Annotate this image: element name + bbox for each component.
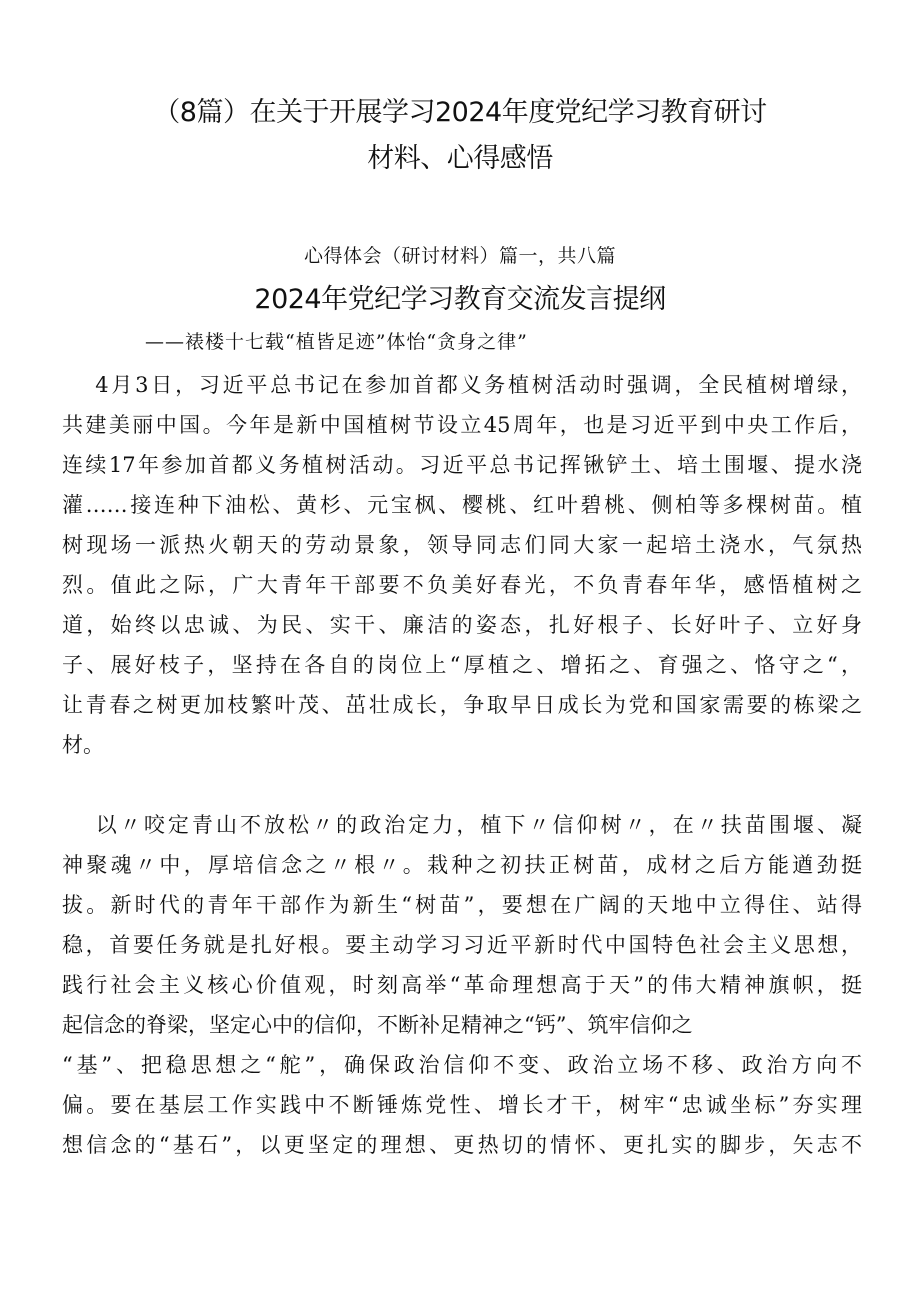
paragraph-line: 连续17年参加首都义务植树活动。习近平总书记挥锹铲土、培土围堰、提水浇 xyxy=(62,453,862,477)
paragraph-line: “基”、把稳思想之“舵”，确保政治信仰不变、政治立场不移、政治方向不 xyxy=(62,1053,862,1077)
paragraph-line: 子、展好枝子，坚持在各自的岗位上“厚植之、增拓之、育强之、恪守之“， xyxy=(62,653,862,677)
article-title: 2024年党纪学习教育交流发言提纲 xyxy=(254,284,666,315)
paragraph-line: 起信念的脊梁，坚定心中的信仰，不断补足精神之“钙”、筑牢信仰之 xyxy=(62,1013,693,1037)
paragraph-line: 践行社会主义核心价值观，时刻高举“革命理想高于天”的伟大精神旗帜，挺 xyxy=(62,973,862,997)
document-title-line-2: 材料、心得感悟 xyxy=(367,143,553,174)
document-title xyxy=(60,90,860,182)
paragraph-line: 灌……接连种下油松、黄杉、元宝枫、樱桃、红叶碧桃、侧柏等多棵树苗。植 xyxy=(62,493,862,517)
section-label: 心得体会（研讨材料）篇一，共八篇 xyxy=(303,245,616,267)
paragraph-2 xyxy=(62,805,862,1165)
paragraph-line: 共建美丽中国。今年是新中国植树节设立45周年，也是习近平到中央工作后， xyxy=(62,413,862,437)
paragraph-line: 偏。要在基层工作实践中不断锤炼党性、增长才干，树牢“忠诚坐标”夯实理 xyxy=(62,1093,862,1117)
paragraph-line: 想信念的“基石”，以更坚定的理想、更热切的情怀、更扎实的脚步，矢志不 xyxy=(62,1133,862,1157)
paragraph-1 xyxy=(62,365,862,765)
document-title-line-1: （8篇）在关于开展学习2024年度党纪学习教育研讨 xyxy=(153,97,767,128)
paragraph-line: 材。 xyxy=(62,733,104,757)
paragraph-line: 4月3日，习近平总书记在参加首都义务植树活动时强调，全民植树增绿， xyxy=(62,373,862,397)
paragraph-line: 让青春之树更加枝繁叶茂、茁壮成长，争取早日成长为党和国家需要的栋梁之 xyxy=(62,693,862,717)
paragraph-line: 以〃咬定青山不放松〃的政治定力，植下〃信仰树〃，在〃扶苗围堰、凝 xyxy=(62,813,862,837)
paragraph-line: 树现场一派热火朝天的劳动景象，领导同志们同大家一起培土浇水，气氛热 xyxy=(62,533,862,557)
paragraph-line: 烈。值此之际，广大青年干部要不负美好春光，不负青春年华，感悟植树之 xyxy=(62,573,862,597)
article-subtitle: ——裱楼十七载“植皆足迹”体怡“贪身之律” xyxy=(145,331,528,353)
paragraph-line: 神聚魂〃中，厚培信念之〃根〃。栽种之初扶正树苗，成材之后方能遒劲挺 xyxy=(62,853,862,877)
paragraph-line: 拔。新时代的青年干部作为新生“树苗”，要想在广阔的天地中立得住、站得 xyxy=(62,893,862,917)
paragraph-line: 稳，首要任务就是扎好根。要主动学习习近平新时代中国特色社会主义思想， xyxy=(62,933,862,957)
paragraph-line: 道，始终以忠诚、为民、实干、廉洁的姿态，扎好根子、长好叶子、立好身 xyxy=(62,613,862,637)
